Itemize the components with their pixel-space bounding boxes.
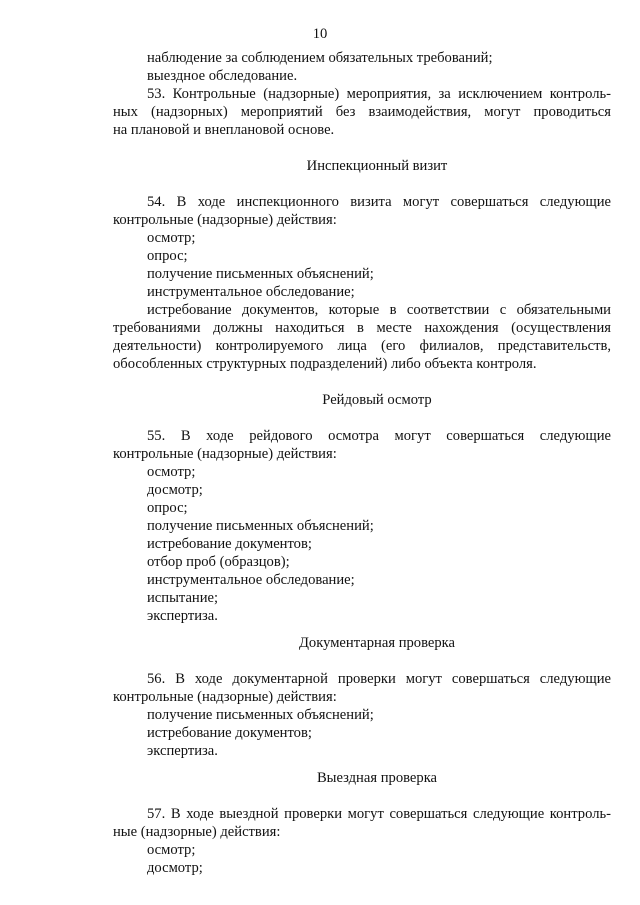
list-item: истребование документов; bbox=[147, 725, 312, 741]
list-item: получение письменных объяснений; bbox=[147, 266, 374, 282]
list-item: испытание; bbox=[147, 590, 219, 606]
list-item: истребование документов; bbox=[147, 536, 312, 552]
list-item: инструментальное обследование; bbox=[147, 284, 355, 300]
text-line: выездное обследование. bbox=[147, 68, 298, 84]
text-line: наблюдение за соблюдением обязательных требований; bbox=[147, 50, 493, 66]
paragraph-54-line: контрольные (надзорные) действия: bbox=[113, 212, 337, 228]
paragraph-56-line: 56. В ходе документарной проверки могут совершаться следующие bbox=[147, 671, 611, 687]
list-item: экспертиза. bbox=[147, 608, 218, 624]
paragraph-53-line: ных (надзорных) мероприятий без взаимодействия, могут проводиться bbox=[113, 104, 611, 120]
paragraph-56-line: контрольные (надзорные) действия: bbox=[113, 689, 337, 705]
section-heading-raid-inspection: Рейдовый осмотр bbox=[322, 392, 432, 408]
page-number: 10 bbox=[312, 26, 328, 42]
list-item: осмотр; bbox=[147, 842, 196, 858]
list-item: получение письменных объяснений; bbox=[147, 707, 374, 723]
list-item: осмотр; bbox=[147, 230, 196, 246]
section-heading-onsite-check: Выездная проверка bbox=[316, 770, 438, 786]
list-item: инструментальное обследование; bbox=[147, 572, 355, 588]
list-item: отбор проб (образцов); bbox=[147, 554, 290, 570]
document-body bbox=[113, 49, 611, 877]
list-item-long-line: обособленных структурных подразделений) либо объекта контроля. bbox=[113, 356, 537, 372]
paragraph-55-line: 55. В ходе рейдового осмотра могут совершаться следующие bbox=[147, 428, 611, 444]
list-item-long-line: требованиями должны находиться в месте нахождения (осуществления bbox=[113, 320, 611, 336]
list-item: досмотр; bbox=[147, 860, 203, 876]
list-item: опрос; bbox=[147, 500, 188, 516]
paragraph-54-line: 54. В ходе инспекционного визита могут совершаться следующие bbox=[147, 194, 611, 210]
paragraph-53-line: 53. Контрольные (надзорные) мероприятия, за исключением контроль- bbox=[147, 86, 611, 102]
list-item: получение письменных объяснений; bbox=[147, 518, 374, 534]
paragraph-53-line: на плановой и внеплановой основе. bbox=[113, 122, 335, 138]
list-item-long-line: истребование документов, которые в соответствии с обязательными bbox=[147, 302, 611, 318]
list-item: опрос; bbox=[147, 248, 188, 264]
paragraph-57-line: ные (надзорные) действия: bbox=[113, 824, 281, 840]
section-heading-documentary-check: Документарная проверка bbox=[298, 635, 456, 651]
list-item-long-line: деятельности) контролируемого лица (его филиалов, представительств, bbox=[113, 338, 611, 354]
section-heading-inspection-visit: Инспекционный визит bbox=[306, 158, 448, 174]
paragraph-55-line: контрольные (надзорные) действия: bbox=[113, 446, 337, 462]
list-item: досмотр; bbox=[147, 482, 203, 498]
list-item: осмотр; bbox=[147, 464, 196, 480]
list-item: экспертиза. bbox=[147, 743, 218, 759]
paragraph-57-line: 57. В ходе выездной проверки могут совершаться следующие контроль- bbox=[147, 806, 611, 822]
